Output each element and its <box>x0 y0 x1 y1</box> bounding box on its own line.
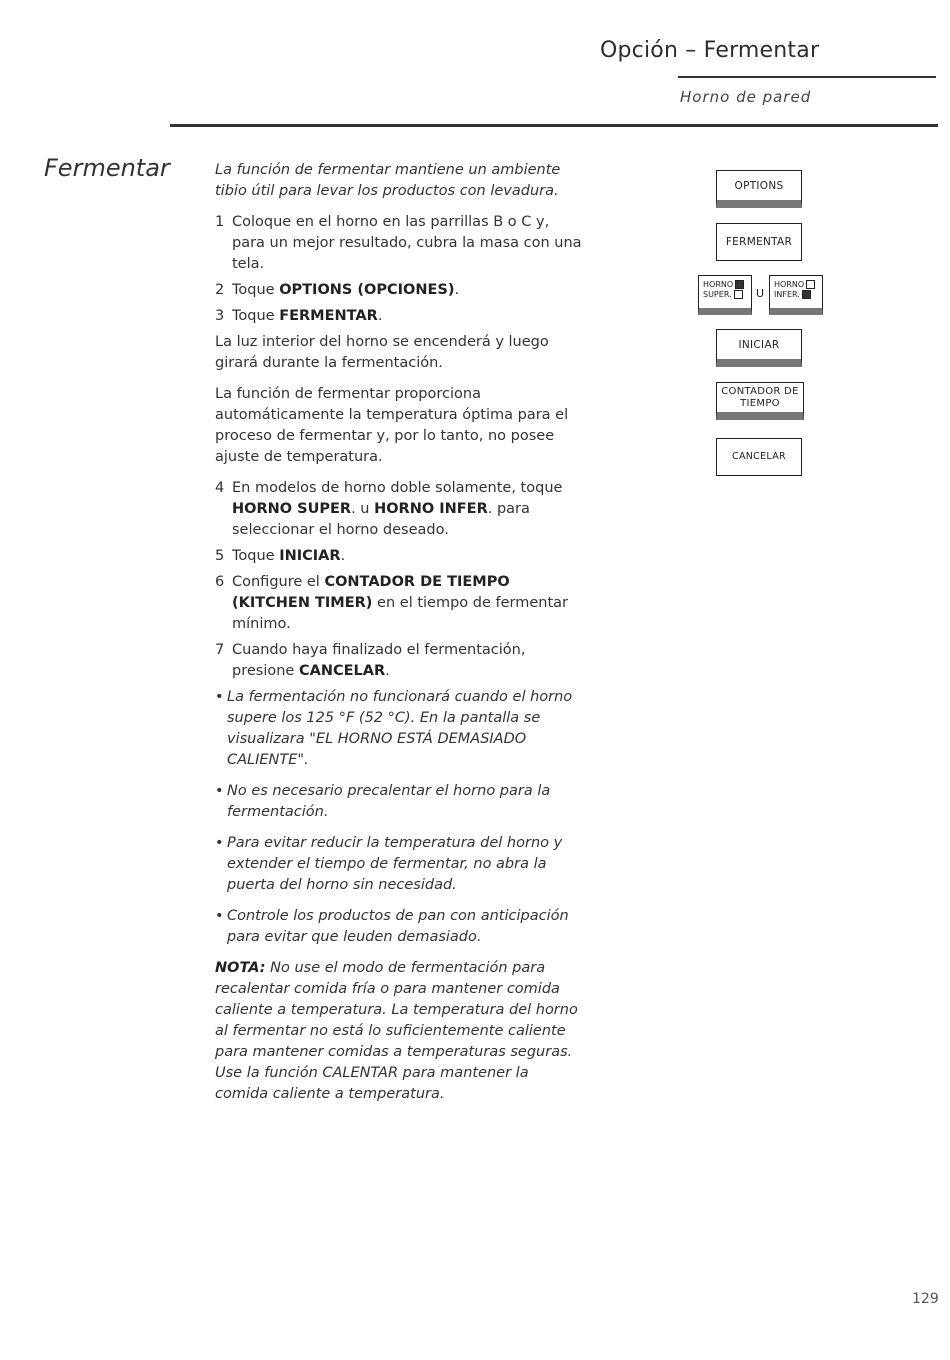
auto-temp-paragraph: La función de fermentar proporciona automáticamente la temperatura óptima para el proceso de fermentar y, por lo tanto, no posee ajuste de temperatura. <box>215 386 569 465</box>
section-title: Fermentar <box>44 154 170 182</box>
contador-key-illustration: CONTADOR DE TIEMPO <box>716 382 804 420</box>
light-paragraph: La luz interior del horno se encenderá y luego girará durante la fermentación. <box>215 334 549 371</box>
step-item <box>215 478 585 541</box>
step-text: En modelos de horno doble solamente, toque HORNO SUPER. u HORNO INFER. para seleccionar el horno deseado. <box>232 480 563 538</box>
indicator-filled-icon <box>735 280 744 289</box>
step-item <box>215 280 585 301</box>
bullet-icon: • <box>215 783 224 799</box>
step-item <box>215 546 585 567</box>
step-keyword: CONTADOR DE TIEMPO (KITCHEN TIMER) <box>232 574 510 611</box>
steps-list-a <box>215 212 585 327</box>
step-keyword: HORNO INFER <box>374 501 488 517</box>
step-number: 1 <box>215 214 225 230</box>
step-item <box>215 212 585 275</box>
step-item <box>215 306 585 327</box>
step-number: 4 <box>215 480 225 496</box>
bullet-note <box>215 687 585 771</box>
iniciar-key-illustration: INICIAR <box>716 329 802 367</box>
step-number: 5 <box>215 548 225 564</box>
bullet-note <box>215 833 585 896</box>
step-text: Toque FERMENTAR. <box>232 308 383 324</box>
nota-label: NOTA: <box>215 960 266 976</box>
header-divider-long <box>170 124 938 127</box>
bullet-icon: • <box>215 835 224 851</box>
step-keyword: FERMENTAR <box>279 308 378 324</box>
step-text: Toque INICIAR. <box>232 548 346 564</box>
horno-infer-key-illustration: HORNO INFER. <box>769 275 823 315</box>
bullet-icon: • <box>215 689 224 705</box>
bullet-text: No es necesario precalentar el horno para la fermentación. <box>227 783 551 820</box>
step-item <box>215 572 585 635</box>
step-text: Coloque en el horno en las parrillas B o C y, para un mejor resultado, cubra la masa con una tela. <box>232 214 582 272</box>
bullet-text: Para evitar reducir la temperatura del horno y extender el tiempo de fermentar, no abra la puerta del horno sin necesidad. <box>227 835 563 893</box>
page-header-title: Opción – Fermentar <box>600 38 820 63</box>
page-header-subtitle: Horno de pared <box>680 88 812 106</box>
bullet-text: La fermentación no funcionará cuando el horno supere los 125 °F (52 °C). En la pantalla se visualizara "EL HORNO ESTÁ DEMASIADO CALIENTE". <box>227 689 573 768</box>
page-number: 129 <box>912 1291 939 1307</box>
bullet-icon: • <box>215 908 224 924</box>
oven-select-keys <box>698 275 824 317</box>
intro-paragraph: La función de fermentar mantiene un ambiente tibio útil para levar los productos con levadura. <box>215 162 561 199</box>
cancelar-key-illustration: CANCELAR <box>716 438 802 476</box>
indicator-filled-icon <box>802 290 811 299</box>
bullet-text: Controle los productos de pan con anticipación para evitar que leuden demasiado. <box>227 908 569 945</box>
bullet-note <box>215 781 585 823</box>
step-keyword: CANCELAR <box>298 663 386 679</box>
nota-text: No use el modo de fermentación para recalentar comida fría o para mantener comida caliente a temperatura. La temperatura del horno al fermentar no está lo suficientemente caliente para mantener comidas a temperaturas seguras. Use la función CALENTAR para mantener la comida caliente a temperatura. <box>215 960 578 1102</box>
main-content <box>215 160 585 1115</box>
options-key-illustration: OPTIONS <box>716 170 802 208</box>
indicator-empty-icon <box>734 290 743 299</box>
bullet-note <box>215 906 585 948</box>
step-number: 3 <box>215 308 225 324</box>
step-keyword: INICIAR <box>279 548 341 564</box>
fermentar-key-illustration: FERMENTAR <box>716 223 802 261</box>
step-keyword: HORNO SUPER <box>232 501 352 517</box>
indicator-empty-icon <box>806 280 815 289</box>
horno-super-key-illustration: HORNO SUPER. <box>698 275 752 315</box>
header-divider-short <box>678 76 936 78</box>
oven-keys-separator: U <box>756 287 765 300</box>
step-number: 7 <box>215 642 225 658</box>
nota-paragraph <box>215 958 585 1105</box>
steps-list-b <box>215 478 585 682</box>
step-text: Cuando haya finalizado el fermentación, presione CANCELAR. <box>232 642 526 679</box>
step-number: 6 <box>215 574 225 590</box>
step-text: Configure el CONTADOR DE TIEMPO (KITCHEN TIMER) en el tiempo de fermentar mínimo. <box>232 574 569 632</box>
step-keyword: OPTIONS (OPCIONES) <box>279 282 455 298</box>
step-number: 2 <box>215 282 225 298</box>
step-item <box>215 640 585 682</box>
step-text: Toque OPTIONS (OPCIONES). <box>232 282 460 298</box>
